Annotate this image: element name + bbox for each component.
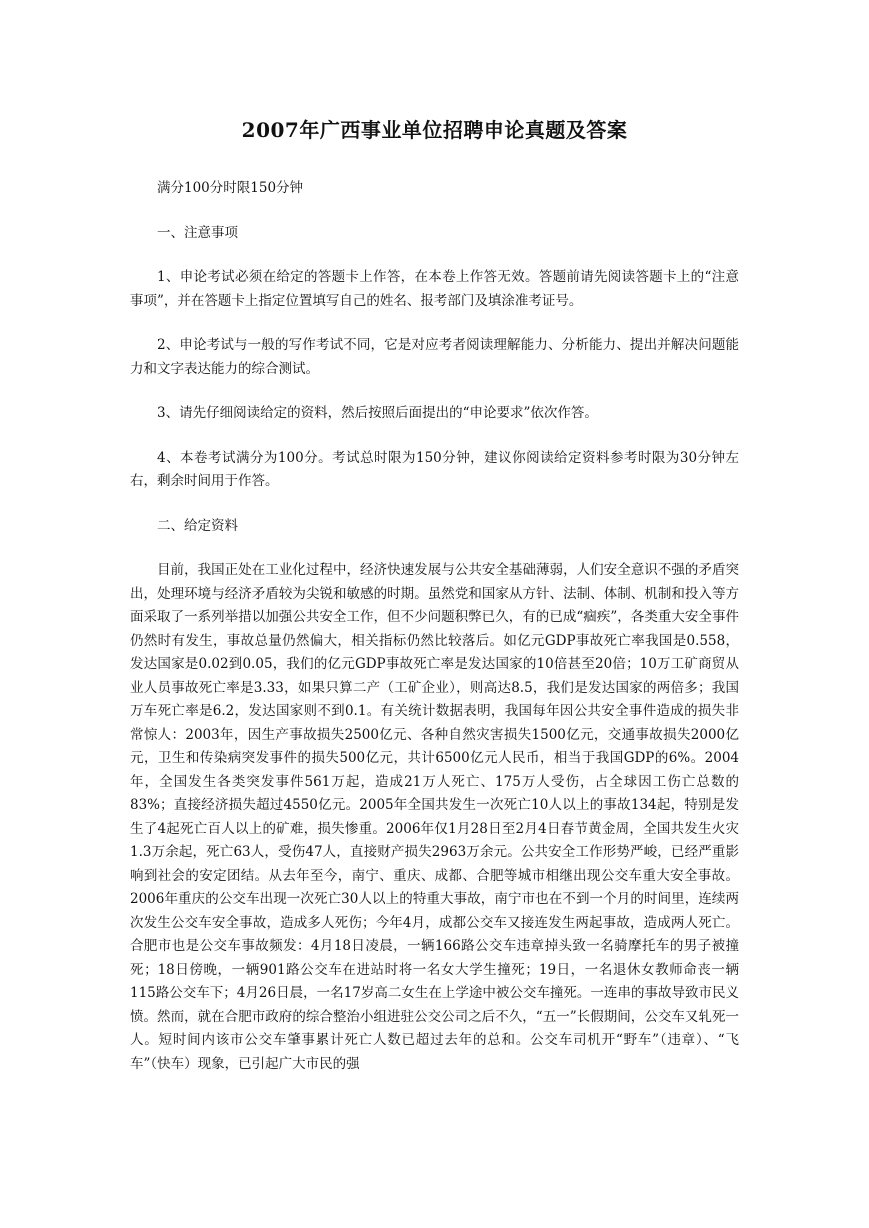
material-paragraph: 目前，我国正处在工业化过程中，经济快速发展与公共安全基础薄弱，人们安全意识不强的矛盾突出，处理环境与经济矛盾较为尖锐和敏感的时期。虽然党和国家从方针、法制、体制、机制和投入等方面采取了一系列举措以加强公共安全工作，但不少问题积弊已久，有的已成“痼疾”，各类重大安全事件仍然时有发生，事故总量仍然偏大，相关指标仍然比较落后。如亿元GDP事故死亡率我国是0.558，发达国家是0.02到0.05，我们的亿元GDP事故死亡率是发达国家的10倍甚至20倍；10万工矿商贸从业人员事故死亡率是3.33，如果只算二产（工矿企业），则高达8.5，我们是发达国家的两倍多；我国万车死亡率是6.2，发达国家则不到0.1。有关统计数据表明，我国每年因公共安全事件造成的损失非常惊人：2003年，因生产事故损失2500亿元、各种自然灾害损失1500亿元，交通事故损失2000亿元，卫生和传染病突发事件的损失500亿元，共计6500亿元人民币，相当于我国GDP的6%。2004年，全国发生各类突发事件561万起，造成21万人死亡、175万人受伤，占全球因工伤亡总数的83%；直接经济损失超过4550亿元。2005年全国共发生一次死亡10人以上的事故134起，特别是发生了4起死亡百人以上的矿难，损失惨重。2006年仅1月28日至2月4日春节黄金周，全国共发生火灾1.3万余起，死亡63人，受伤47人，直接财产损失2963万余元。公共安全工作形势严峻，已经严重影响到社会的安定团结。从去年至今，南宁、重庆、成都、合肥等城市相继出现公交车重大安全事故。2006年重庆的公交车出现一次死亡30人以上的特重大事故，南宁市也在不到一个月的时间里，连续两次发生公交车安全事故，造成多人死伤；今年4月，成都公交车又接连发生两起事故，造成两人死亡。合肥市也是公交车事故频发：4月18日凌晨，一辆166路公交车违章掉头致一名骑摩托车的男子被撞死；18日傍晚，一辆901路公交车在进站时将一名女大学生撞死；19日，一名退休女教师命丧一辆115路公交车下；4月26日晨，一名17岁高二女生在上学途中被公交车撞死。一连串的事故导致市民义愤。然而，就在合肥市政府的综合整治小组进驻公交公司之后不久，“五一”长假期间，公交车又轧死一人。短时间内该市公交车肇事累计死亡人数已超过去年的总和。公交车司机开“野车”（违章）、“飞车”（快车）现象，已引起广大市民的强 — [130, 562, 739, 1072]
section-heading-materials: 二、给定资料 — [157, 517, 238, 534]
section-heading-notes: 一、注意事项 — [157, 224, 238, 241]
document-title: 2007年广西事业单位招聘申论真题及答案 — [241, 118, 628, 142]
note-item-4: 4、本卷考试满分为100分。考试总时限为150分钟，建议你阅读给定资料参考时限为30分钟左右，剩余时间用于作答。 — [130, 449, 739, 489]
note-item-3: 3、请先仔细阅读给定的资料，然后按照后面提出的“申论要求”依次作答。 — [157, 405, 598, 421]
score-time-note: 满分100分时限150分钟 — [157, 180, 304, 196]
note-item-2: 2、申论考试与一般的写作考试不同，它是对应考者阅读理解能力、分析能力、提出并解决问题能力和文字表达能力的综合测试。 — [130, 337, 739, 377]
note-item-1: 1、申论考试必须在给定的答题卡上作答，在本卷上作答无效。答题前请先阅读答题卡上的“注意事项”，并在答题卡上指定位置填写自己的姓名、报考部门及填涂准考证号。 — [130, 269, 739, 309]
